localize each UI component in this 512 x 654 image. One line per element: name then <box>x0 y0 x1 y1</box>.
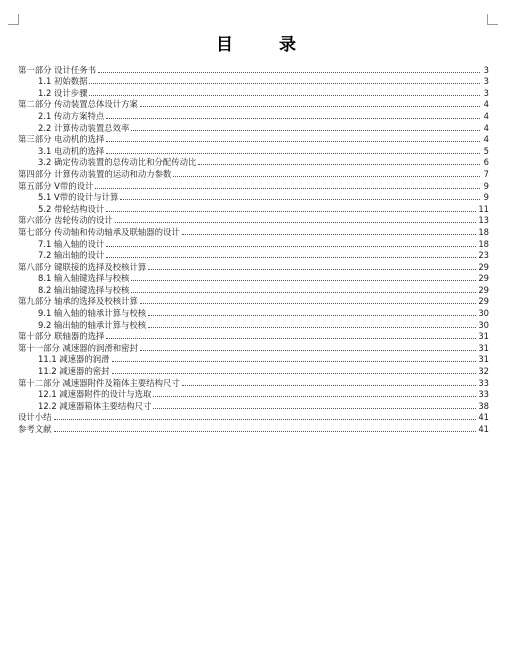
toc-section-entry[interactable] <box>18 167 489 179</box>
dot-leader <box>106 338 476 339</box>
toc-entry-label: 12.1 减速器附件的设计与选取 <box>38 389 152 400</box>
toc-page-number: 33 <box>478 389 489 400</box>
toc-entry-label: 第四部分 计算传动装置的运动和动力参数 <box>18 168 172 179</box>
table-of-contents <box>18 63 489 434</box>
toc-page-number: 4 <box>483 134 489 145</box>
toc-subsection-entry[interactable] <box>18 249 489 261</box>
toc-entry-label: 第八部分 键联接的选择及校核计算 <box>18 261 147 272</box>
toc-page-number: 6 <box>483 157 489 168</box>
dot-leader <box>131 292 476 293</box>
toc-entry-label: 3.2 确定传动装置的总传动比和分配传动比 <box>38 157 197 168</box>
dot-leader <box>153 396 476 397</box>
toc-page-number: 31 <box>478 331 489 342</box>
dot-leader <box>153 408 476 409</box>
toc-page-number: 23 <box>478 250 489 261</box>
toc-page-number: 41 <box>478 424 489 434</box>
toc-page-number: 18 <box>478 226 489 237</box>
dot-leader <box>106 141 480 142</box>
toc-entry-label: 第十部分 联轴器的选择 <box>18 331 105 342</box>
toc-page-number: 31 <box>478 342 489 353</box>
toc-title: 目 录 <box>216 35 316 55</box>
toc-page-number: 38 <box>478 400 489 411</box>
dot-leader <box>106 257 476 258</box>
toc-entry-label: 5.1 V带的设计与计算 <box>38 192 119 203</box>
toc-section-entry[interactable] <box>18 179 489 191</box>
dot-leader <box>89 95 480 96</box>
toc-entry-label: 2.1 传动方案特点 <box>38 110 105 121</box>
dot-leader <box>95 188 480 189</box>
toc-section-entry[interactable] <box>18 98 489 110</box>
toc-entry-label: 3.1 电动机的选择 <box>38 145 105 156</box>
toc-subsection-entry[interactable] <box>18 399 489 411</box>
toc-section-entry[interactable] <box>18 411 489 423</box>
dot-leader <box>148 327 476 328</box>
toc-page-number: 32 <box>478 366 489 377</box>
dot-leader <box>112 373 477 374</box>
toc-page-number: 29 <box>478 284 489 295</box>
dot-leader <box>148 269 476 270</box>
toc-section-entry[interactable] <box>18 63 489 75</box>
dot-leader <box>98 72 480 73</box>
toc-section-entry[interactable] <box>18 330 489 342</box>
toc-section-entry[interactable] <box>18 295 489 307</box>
page-corner-mark-right <box>487 14 498 25</box>
toc-subsection-entry[interactable] <box>18 121 489 133</box>
toc-page-number: 9 <box>483 192 489 203</box>
toc-section-entry[interactable] <box>18 260 489 272</box>
toc-page-number: 30 <box>478 308 489 319</box>
toc-entry-label: 参考文献 <box>18 424 52 434</box>
dot-leader <box>54 431 477 432</box>
dot-leader <box>115 222 477 223</box>
toc-subsection-entry[interactable] <box>18 144 489 156</box>
toc-section-entry[interactable] <box>18 133 489 145</box>
toc-page-number: 30 <box>478 319 489 330</box>
toc-entry-label: 第一部分 设计任务书 <box>18 64 97 75</box>
dot-leader <box>54 419 477 420</box>
toc-page-number: 33 <box>478 377 489 388</box>
toc-section-entry[interactable] <box>18 376 489 388</box>
toc-page-number: 29 <box>478 261 489 272</box>
toc-entry-label: 8.1 输入轴键选择与校核 <box>38 273 130 284</box>
toc-subsection-entry[interactable] <box>18 86 489 98</box>
toc-page-number: 31 <box>478 354 489 365</box>
toc-page-number: 11 <box>478 203 489 214</box>
toc-entry-label: 12.2 减速器箱体主要结构尺寸 <box>38 400 152 411</box>
toc-page-number: 3 <box>483 87 489 98</box>
dot-leader <box>120 199 480 200</box>
toc-entry-label: 第七部分 传动轴和传动轴承及联轴器的设计 <box>18 226 180 237</box>
dot-leader <box>106 246 476 247</box>
toc-page-number: 4 <box>483 99 489 110</box>
toc-entry-label: 11.1 减速器的润滑 <box>38 354 110 365</box>
toc-entry-label: 设计小结 <box>18 412 52 423</box>
toc-entry-label: 11.2 减速器的密封 <box>38 366 110 377</box>
toc-entry-label: 第六部分 齿轮传动的设计 <box>18 215 113 226</box>
toc-entry-label: 第九部分 轴承的选择及校核计算 <box>18 296 138 307</box>
dot-leader <box>131 130 480 131</box>
dot-leader <box>182 234 477 235</box>
toc-page-number: 29 <box>478 273 489 284</box>
toc-entry-label: 9.2 输出轴的轴承计算与校核 <box>38 319 147 330</box>
toc-entry-label: 7.1 输入轴的设计 <box>38 238 105 249</box>
dot-leader <box>131 280 476 281</box>
dot-leader <box>106 211 476 212</box>
toc-page-number: 29 <box>478 296 489 307</box>
toc-page-number: 4 <box>483 122 489 133</box>
toc-section-entry[interactable] <box>18 422 489 434</box>
toc-entry-label: 1.2 设计步骤 <box>38 87 88 98</box>
toc-section-entry[interactable] <box>18 341 489 353</box>
dot-leader <box>140 106 480 107</box>
toc-entry-label: 第十二部分 减速器附件及箱体主要结构尺寸 <box>18 377 180 388</box>
toc-subsection-entry[interactable] <box>18 388 489 400</box>
dot-leader <box>112 361 477 362</box>
dot-leader <box>106 153 480 154</box>
toc-subsection-entry[interactable] <box>18 364 489 376</box>
toc-page-number: 4 <box>483 110 489 121</box>
toc-page-number: 41 <box>478 412 489 423</box>
toc-page-number: 5 <box>483 145 489 156</box>
toc-page-number: 3 <box>483 76 489 87</box>
toc-section-entry[interactable] <box>18 214 489 226</box>
toc-entry-label: 9.1 输入轴的轴承计算与校核 <box>38 308 147 319</box>
toc-subsection-entry[interactable] <box>18 318 489 330</box>
dot-leader <box>148 315 476 316</box>
toc-entry-label: 第十一部分 减速器的润滑和密封 <box>18 342 138 353</box>
dot-leader <box>140 303 476 304</box>
toc-page-number: 7 <box>483 168 489 179</box>
toc-entry-label: 8.2 输出轴键选择与校核 <box>38 284 130 295</box>
toc-subsection-entry[interactable] <box>18 283 489 295</box>
dot-leader <box>198 164 480 165</box>
toc-subsection-entry[interactable] <box>18 202 489 214</box>
toc-subsection-entry[interactable] <box>18 306 489 318</box>
toc-subsection-entry[interactable] <box>18 109 489 121</box>
toc-page-number: 13 <box>478 215 489 226</box>
toc-page-number: 9 <box>483 180 489 191</box>
dot-leader <box>140 350 476 351</box>
toc-subsection-entry[interactable] <box>18 75 489 87</box>
toc-entry-label: 第三部分 电动机的选择 <box>18 134 105 145</box>
toc-subsection-entry[interactable] <box>18 353 489 365</box>
dot-leader <box>173 176 480 177</box>
toc-entry-label: 7.2 输出轴的设计 <box>38 250 105 261</box>
dot-leader <box>89 83 480 84</box>
dot-leader <box>106 118 480 119</box>
toc-subsection-entry[interactable] <box>18 272 489 284</box>
toc-subsection-entry[interactable] <box>18 237 489 249</box>
toc-subsection-entry[interactable] <box>18 191 489 203</box>
toc-entry-label: 第二部分 传动装置总体设计方案 <box>18 99 138 110</box>
toc-entry-label: 2.2 计算传动装置总效率 <box>38 122 130 133</box>
toc-page-number: 18 <box>478 238 489 249</box>
toc-entry-label: 1.1 初始数据 <box>38 76 88 87</box>
page-corner-mark-left <box>8 14 19 25</box>
toc-entry-label: 5.2 带轮结构设计 <box>38 203 105 214</box>
toc-subsection-entry[interactable] <box>18 156 489 168</box>
toc-entry-label: 第五部分 V带的设计 <box>18 180 94 191</box>
toc-page-number: 3 <box>483 64 489 75</box>
toc-section-entry[interactable] <box>18 225 489 237</box>
dot-leader <box>182 385 477 386</box>
